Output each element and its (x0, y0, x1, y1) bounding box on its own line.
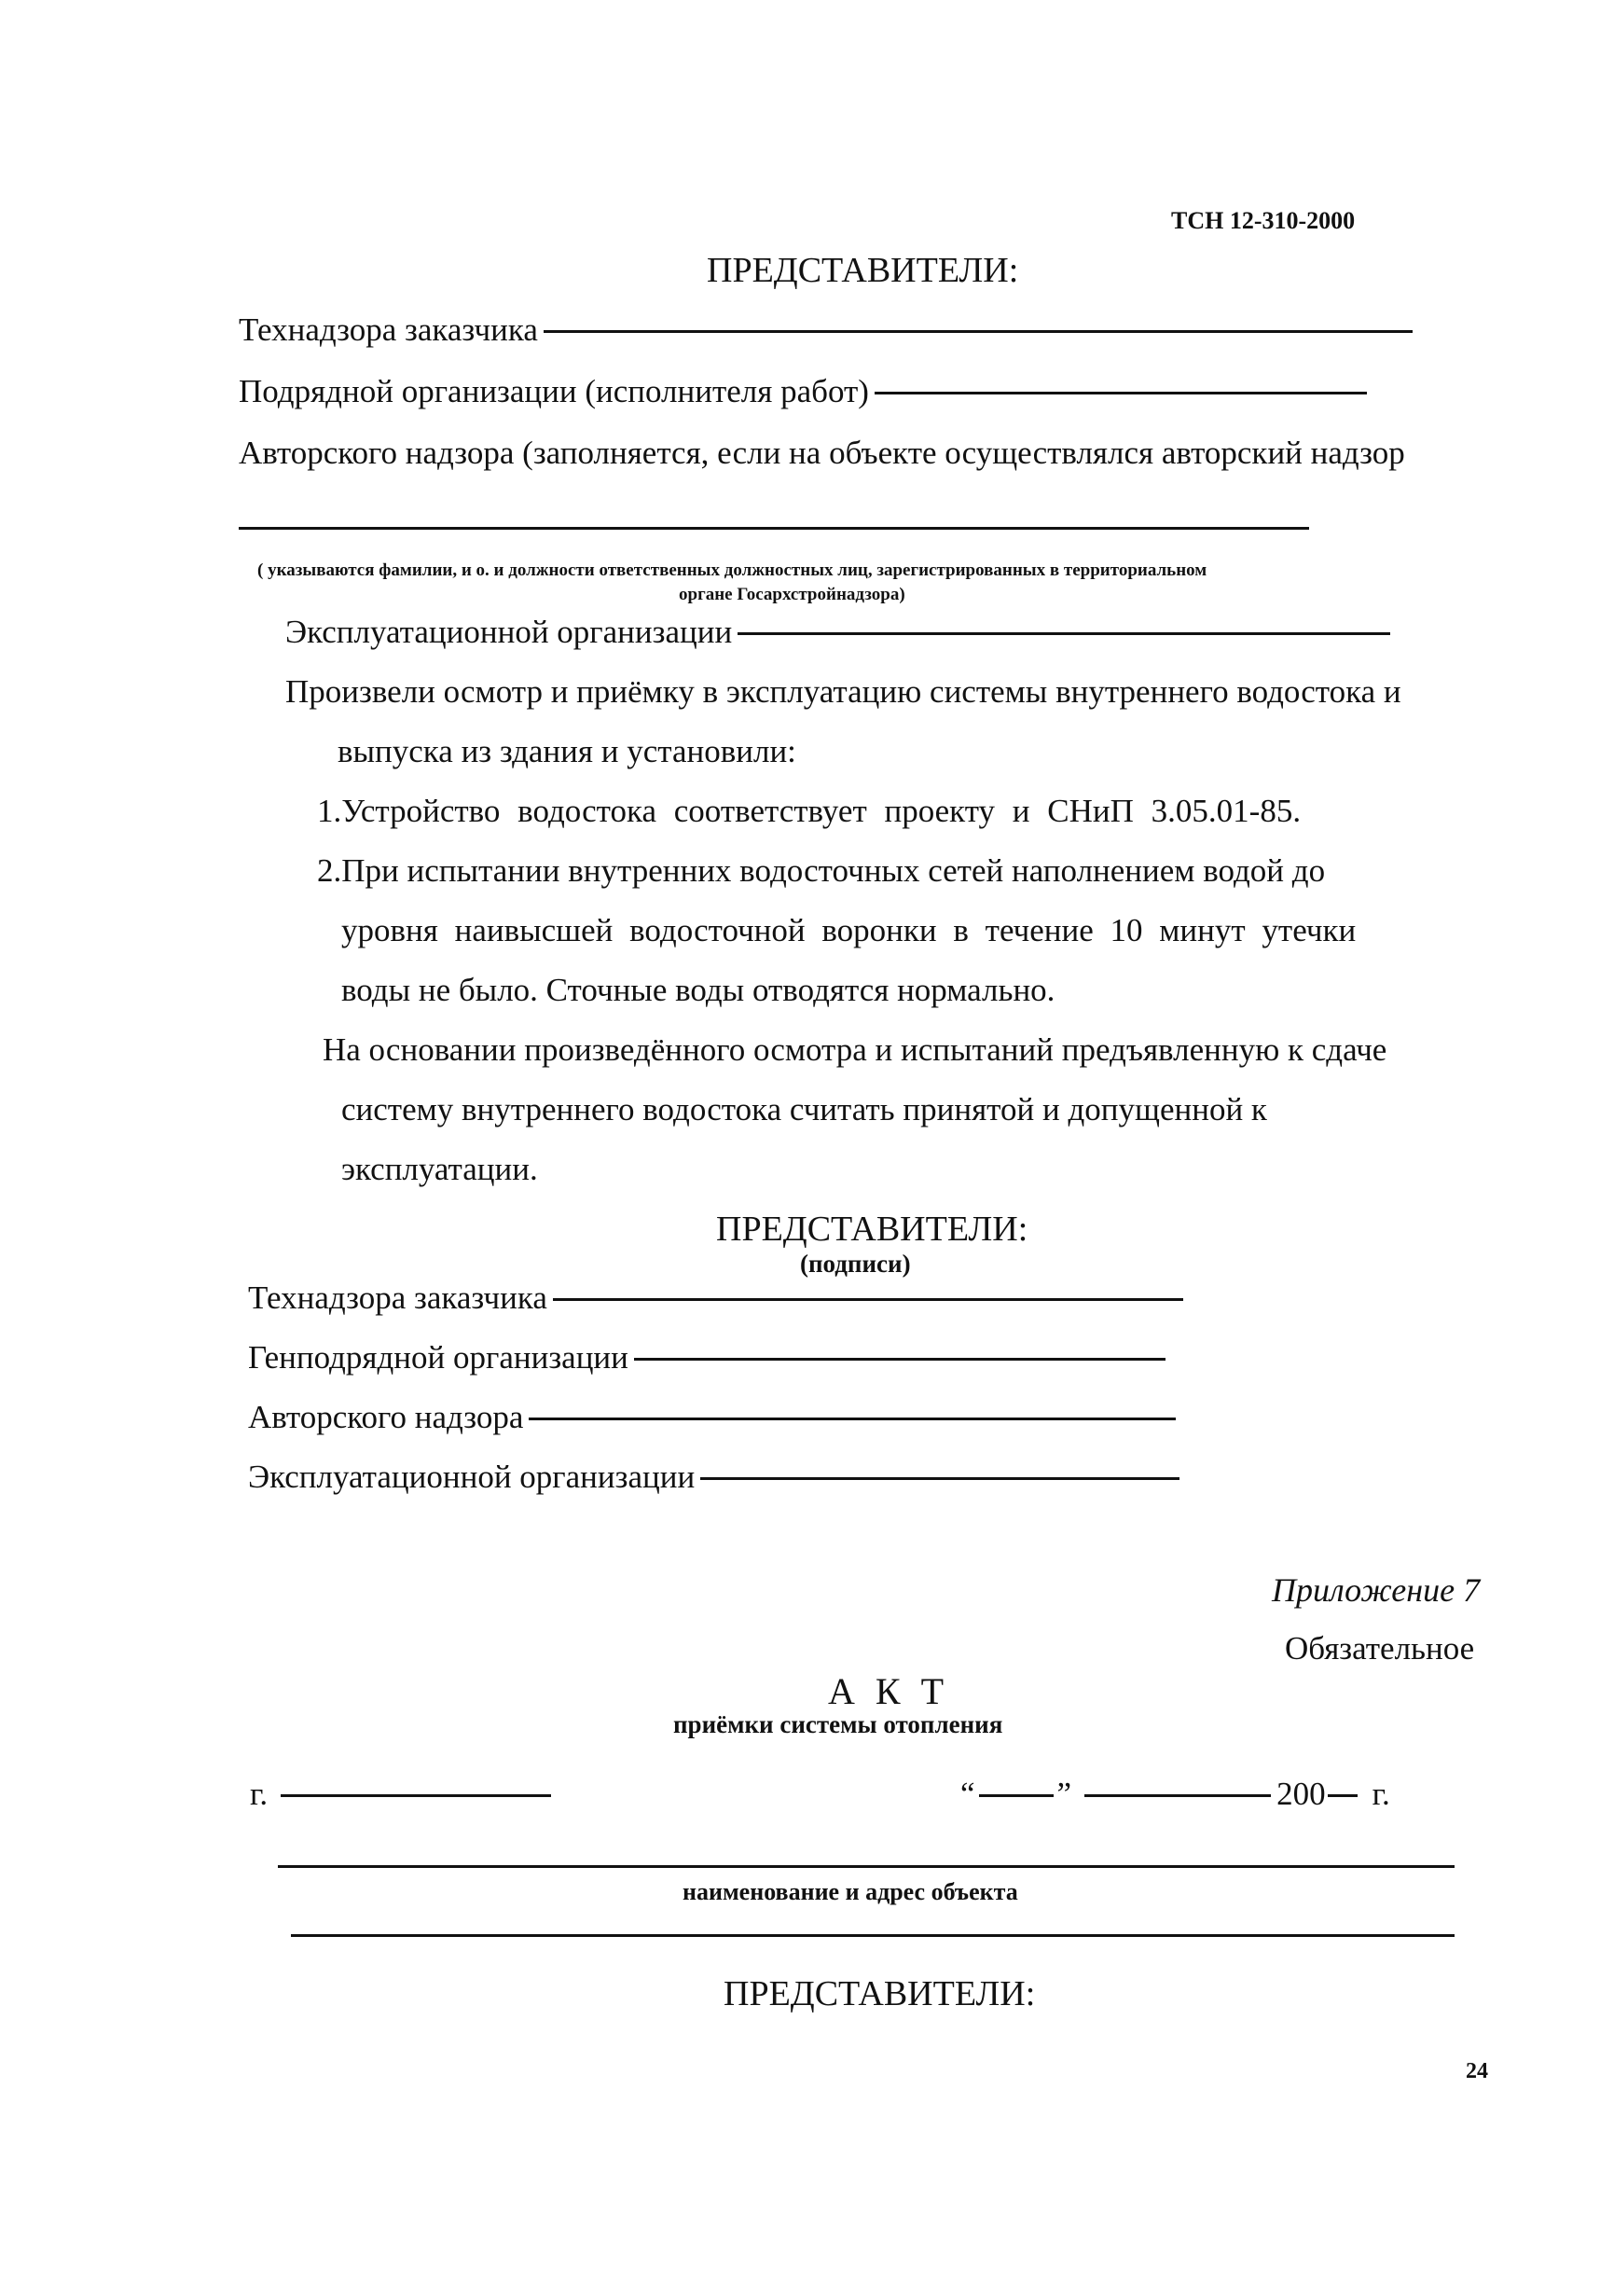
date-open-quote: “ (960, 1776, 975, 1812)
body-intro-1: Произвели осмотр и приёмку в эксплуатацию системы внутреннего водостока и (285, 673, 1401, 710)
body-item-2-line-3: воды не было. Сточные воды отводятся нормально. (341, 972, 1055, 1008)
city-line (281, 1794, 551, 1797)
signature-customer-supervision (248, 1279, 1183, 1317)
body-conclusion-1: На основании произведённого осмотра и испытаний предъявленную к сдаче (323, 1031, 1387, 1068)
signature-line (553, 1298, 1183, 1301)
field-label: Генподрядной организации (248, 1339, 628, 1376)
year-prefix: 200 (1276, 1776, 1326, 1812)
body-conclusion-3: эксплуатации. (341, 1151, 538, 1187)
signature-line (634, 1358, 1166, 1361)
fill-line (239, 527, 1309, 530)
document-code: ТСН 12-310-2000 (1171, 207, 1356, 234)
object-caption: наименование и адрес объекта (683, 1878, 1018, 1905)
field-contractor (239, 373, 1367, 410)
signature-line (700, 1477, 1179, 1480)
month-line (1084, 1794, 1271, 1797)
body-conclusion-2: систему внутреннего водостока считать принятой и допущенной к (341, 1091, 1267, 1127)
page-number: 24 (1466, 2059, 1488, 2083)
fill-line (738, 632, 1390, 635)
city-prefix: г. (250, 1776, 269, 1812)
body-item-2-line-2: уровня наивысшей водосточной воронки в течение 10 минут утечки (341, 912, 1357, 948)
field-label: Эксплуатационной организации (248, 1459, 696, 1495)
year-suffix: г. (1372, 1776, 1390, 1812)
date-field (960, 1776, 1390, 1813)
field-label: Подрядной организации (исполнителя работ) (239, 373, 869, 409)
note-line-1: ( указываются фамилии, и о. и должности ответственных должностных лиц, зарегистрированных в территориальном (257, 560, 1207, 580)
appendix-label: Приложение 7 (1272, 1571, 1481, 1609)
signatures-subtitle: (подписи) (800, 1250, 911, 1278)
date-close-quote: ” (1056, 1776, 1072, 1812)
field-label: Технадзора заказчика (248, 1279, 547, 1316)
note-line-2: органе Госархстройнадзора) (679, 585, 905, 604)
body-item-2-line-1: 2.При испытании внутренних водосточных сетей наполнением водой до (317, 852, 1326, 889)
field-label: Технадзора заказчика (239, 311, 538, 348)
body-intro-2: выпуска из здания и установили: (338, 733, 796, 769)
signatures-title: ПРЕДСТАВИТЕЛИ: (716, 1210, 1028, 1249)
fill-line (875, 392, 1367, 394)
field-label: Авторского надзора (248, 1399, 524, 1435)
body-item-1: 1.Устройство водостока соответствует проекту и СНиП 3.05.01-85. (317, 793, 1302, 829)
day-line (979, 1794, 1054, 1797)
signature-author-supervision (248, 1399, 1176, 1436)
object-line-top (278, 1865, 1455, 1868)
reps-title: ПРЕДСТАВИТЕЛИ: (724, 1974, 1036, 2013)
appendix-status: Обязательное (1285, 1630, 1475, 1667)
act-title: А К Т (828, 1670, 949, 1712)
fill-line (544, 330, 1413, 333)
signature-general-contractor (248, 1339, 1166, 1376)
year-line (1328, 1794, 1358, 1797)
section-title-representatives: ПРЕДСТАВИТЕЛИ: (707, 251, 1019, 290)
signature-operator (248, 1459, 1179, 1496)
signature-line (529, 1418, 1176, 1420)
act-subtitle: приёмки системы отопления (673, 1710, 1003, 1738)
field-author-supervision: Авторского надзора (заполняется, если на объекте осуществлялся авторский надзор (239, 435, 1405, 471)
city-field (250, 1776, 551, 1813)
field-customer-supervision (239, 311, 1413, 349)
field-operator (285, 614, 1390, 651)
object-line-bottom (291, 1934, 1455, 1937)
field-label: Эксплуатационной организации (285, 614, 733, 650)
